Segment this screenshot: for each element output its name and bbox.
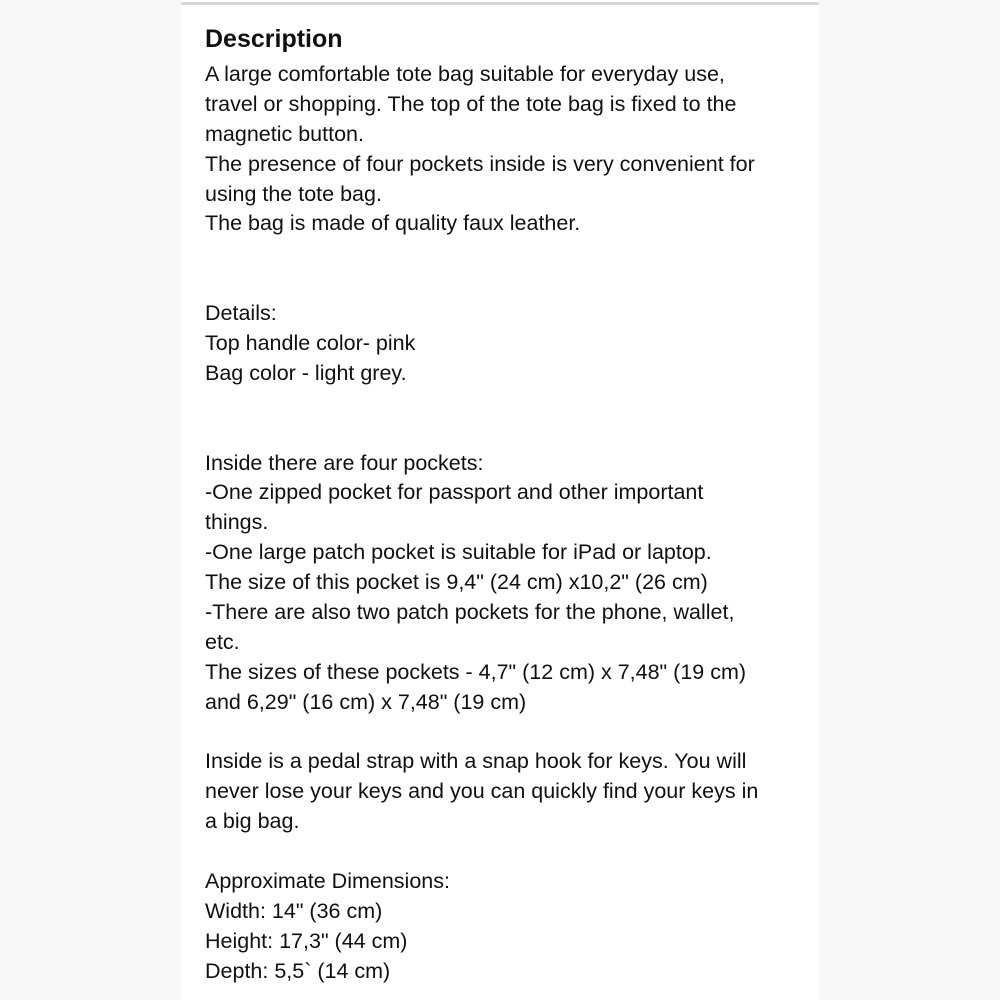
- spacer: [205, 389, 805, 419]
- description-body: [205, 60, 805, 987]
- spacer: [205, 239, 805, 269]
- pockets-line: -One zipped pocket for passport and other important: [205, 480, 704, 505]
- spacer: [205, 419, 805, 449]
- dimension-depth: Depth: 5,5` (14 cm): [205, 958, 391, 983]
- description-panel: [181, 0, 819, 1000]
- spacer: [205, 718, 805, 748]
- pockets-line: The size of this pocket is 9,4" (24 cm) x10,2" (26 cm): [205, 570, 708, 595]
- pockets-line: and 6,29" (16 cm) x 7,48" (19 cm): [205, 689, 527, 714]
- intro-line: A large comfortable tote bag suitable for everyday use,: [205, 62, 725, 86]
- intro-line: travel or shopping. The top of the tote bag is fixed to the: [205, 91, 737, 116]
- pockets-line: things.: [205, 510, 269, 535]
- intro-line: magnetic button.: [205, 121, 364, 146]
- strap-line: never lose your keys and you can quickly find your keys in: [205, 779, 759, 804]
- intro-line: The presence of four pockets inside is very convenient for: [205, 151, 755, 176]
- dimension-width: Width: 14" (36 cm): [205, 898, 383, 923]
- strap-line: a big bag.: [205, 809, 300, 834]
- spacer: [205, 269, 805, 299]
- dimension-height: Height: 17,3" (44 cm): [205, 928, 408, 953]
- details-line: Bag color - light grey.: [205, 360, 407, 385]
- spacer: [205, 837, 805, 867]
- intro-line: The bag is made of quality faux leather.: [205, 211, 581, 236]
- dimensions-heading: Approximate Dimensions:: [205, 869, 450, 894]
- pockets-line: etc.: [205, 629, 240, 654]
- intro-line: using the tote bag.: [205, 181, 382, 206]
- top-divider: [181, 2, 819, 5]
- description-heading: Description: [205, 25, 343, 53]
- details-heading: Details:: [205, 301, 277, 326]
- pockets-heading: Inside there are four pockets:: [205, 450, 484, 475]
- pockets-line: The sizes of these pockets - 4,7" (12 cm) x 7,48" (19 cm): [205, 659, 747, 684]
- pockets-line: -One large patch pocket is suitable for iPad or laptop.: [205, 540, 712, 565]
- details-line: Top handle color- pink: [205, 331, 416, 356]
- strap-line: Inside is a pedal strap with a snap hook for keys. You will: [205, 749, 747, 774]
- pockets-line: -There are also two patch pockets for the phone, wallet,: [205, 600, 735, 625]
